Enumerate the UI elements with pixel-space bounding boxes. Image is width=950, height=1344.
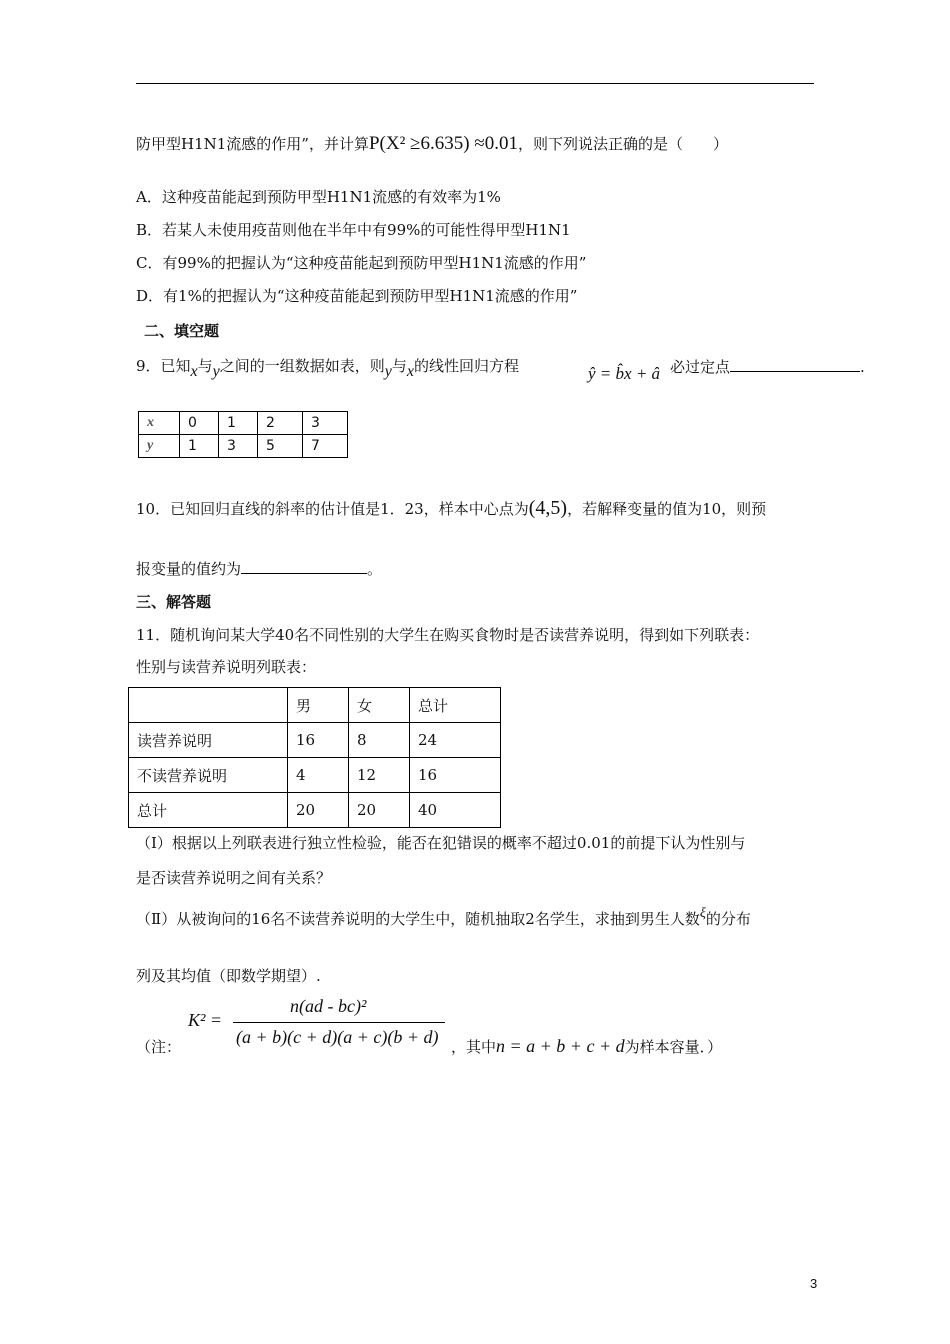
q11-xi-symbol: ξ (699, 906, 706, 921)
q10-end: 。 (367, 560, 383, 578)
section-solution-heading: 三、解答题 (136, 593, 212, 611)
q8-option-b: B．若某人未使用疫苗则他在半年中有99%的可能性得甲型H1N1 (136, 221, 571, 239)
q10-text-1: 10．已知回归直线的斜率的估计值是1．23，样本中心点为 (136, 500, 529, 518)
q9-end: . (860, 358, 865, 376)
q11-note-mid: ，其中 (451, 1038, 497, 1056)
table-cell: 不读营养说明 (129, 758, 288, 793)
table-cell (129, 688, 288, 723)
q10-stem (136, 497, 766, 520)
q10-text-2: ，若解释变量的值为10，则预 (567, 500, 767, 518)
page-number: 3 (810, 1276, 818, 1291)
k2-numerator: n(ad - bc)² (290, 996, 367, 1016)
table-row (129, 688, 501, 723)
q9-var-y2: y (384, 363, 392, 380)
table-cell: 2 (258, 412, 303, 435)
q8-option-d: D．有1%的把握认为“这种疫苗能起到预防甲型H1N1流感的作用” (136, 287, 578, 305)
q9-text-5: 的线性回归方程 (414, 357, 520, 375)
q10-center-point: (4,5) (528, 497, 568, 519)
table-cell: 40 (410, 793, 501, 828)
table-row (139, 412, 348, 435)
table-row (139, 435, 348, 458)
q11-note-prefix: （注： (136, 1038, 182, 1056)
table-cell: 读营养说明 (129, 723, 288, 758)
q9-text-6: 必过定点 (670, 358, 731, 376)
table-cell: 1 (180, 435, 219, 458)
table-cell: 女 (349, 688, 410, 723)
q9-var-y: y (212, 363, 220, 380)
q10-text-3: 报变量的值约为 (136, 560, 242, 578)
q11-part2-line1 (136, 908, 751, 929)
q9-text-2: 与 (197, 357, 213, 375)
q11-part2-text-end: 的分布 (705, 910, 751, 928)
q11-note-rest (451, 1036, 722, 1057)
table-row (129, 723, 501, 758)
q9-var-x: x (190, 363, 198, 380)
q11-contingency-table (128, 687, 501, 828)
table-cell: 24 (410, 723, 501, 758)
table-cell: 20 (288, 793, 349, 828)
q11-part2-line2: 列及其均值（即数学期望）. (136, 967, 321, 985)
q9-text-4: 与 (391, 357, 407, 375)
k2-fraction-bar (233, 1022, 445, 1023)
q9-text-1: 9．已知 (136, 357, 191, 375)
table-cell: x (139, 412, 180, 435)
k2-denominator: (a + b)(c + d)(a + c)(b + d) (236, 1027, 439, 1047)
q9-stem (136, 355, 520, 380)
table-cell: 4 (288, 758, 349, 793)
table-cell: 1 (219, 412, 258, 435)
q11-note-end: 为样本容量．） (624, 1038, 723, 1056)
table-cell: 7 (303, 435, 348, 458)
table-cell: 0 (180, 412, 219, 435)
table-cell: 3 (303, 412, 348, 435)
q11-part1-line2: 是否读营养说明之间有关系？ (136, 869, 332, 887)
section-fill-in-heading: 二、填空题 (144, 322, 220, 340)
table-cell: 12 (349, 758, 410, 793)
table-cell: 16 (288, 723, 349, 758)
table-row (129, 793, 501, 828)
sample-size-formula: n = a + b + c + d (496, 1036, 625, 1056)
table-cell: y (139, 435, 180, 458)
q8-stem (136, 133, 728, 155)
table-cell: 16 (410, 758, 501, 793)
q9-answer-blank (730, 355, 860, 372)
q10-answer-blank (241, 557, 367, 574)
header-rule (136, 83, 814, 84)
table-cell: 总计 (129, 793, 288, 828)
q8-stem-text: 防甲型H1N1流感的作用”，并计算 (136, 135, 369, 153)
q9-regression-formula: ŷ = b̂x + â (588, 364, 661, 383)
table-row (129, 758, 501, 793)
q11-stem-1: 11．随机询问某大学40名不同性别的大学生在购买食物时是否读营养说明，得到如下列联表： (136, 626, 760, 644)
q9-text-3: 之间的一组数据如表，则 (219, 357, 385, 375)
q9-tail (670, 355, 865, 377)
q8-formula: P(X² ≥6.635) ≈0.01 (368, 133, 518, 154)
q11-part1-line1: （Ⅰ）根据以上列联表进行独立性检验，能否在犯错误的概率不超过0.01的前提下认为性别与 (136, 834, 746, 852)
q9-var-x2: x (406, 363, 415, 380)
q10-line2 (136, 557, 382, 579)
table-cell: 3 (219, 435, 258, 458)
q9-data-table (138, 411, 348, 458)
k2-symbol: K² = (188, 1010, 223, 1030)
q8-stem-end: ，则下列说法正确的是（ ） (517, 135, 728, 153)
q8-option-a: A．这种疫苗能起到预防甲型H1N1流感的有效率为1% (136, 188, 501, 206)
table-cell: 20 (349, 793, 410, 828)
table-cell: 8 (349, 723, 410, 758)
table-cell: 5 (258, 435, 303, 458)
q11-stem-2: 性别与读营养说明列联表： (136, 658, 317, 676)
table-cell: 男 (288, 688, 349, 723)
q11-part2-text: （Ⅱ）从被询问的16名不读营养说明的大学生中，随机抽取2名学生，求抽到男生人数 (136, 910, 700, 928)
table-cell: 总计 (410, 688, 501, 723)
q8-option-c: C．有99%的把握认为“这种疫苗能起到预防甲型H1N1流感的作用” (136, 254, 587, 272)
